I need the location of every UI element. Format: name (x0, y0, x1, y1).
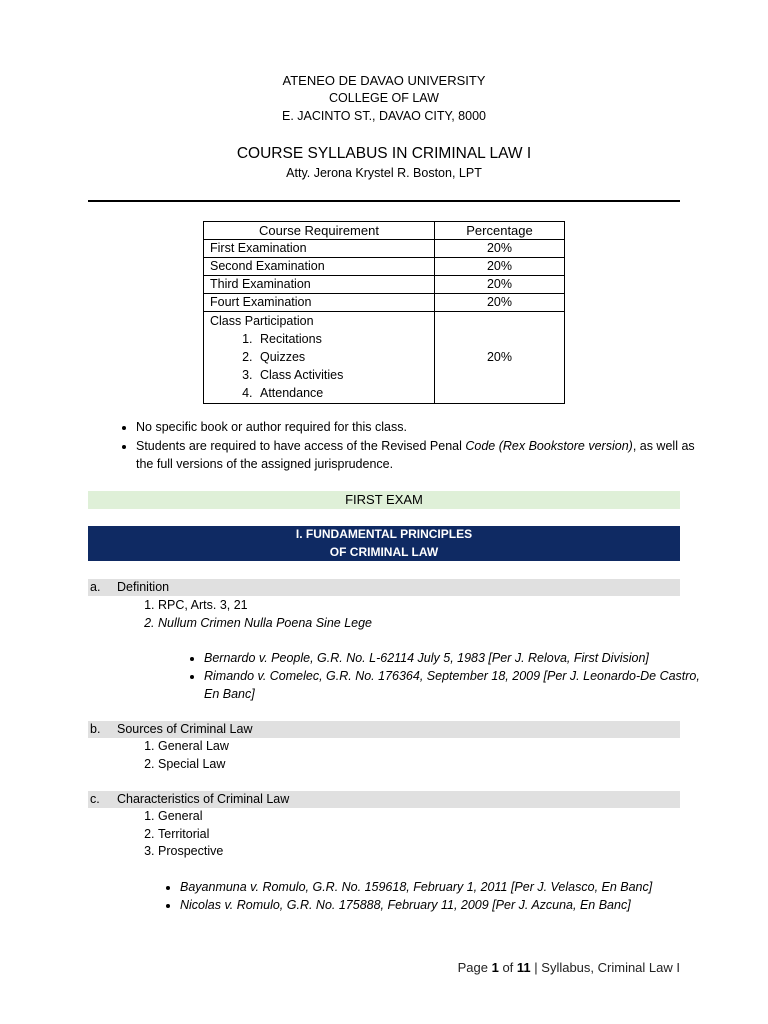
footer-page-number: 1 (491, 960, 499, 975)
percentage-cell: 20% (435, 258, 565, 276)
topic-heading (88, 526, 680, 561)
table-row (204, 240, 565, 258)
section-letter: b. (90, 722, 101, 736)
section-items (136, 597, 372, 632)
section-heading (88, 791, 680, 808)
column-header-percentage: Percentage (435, 222, 565, 240)
list-item: 2. Nullum Crimen Nulla Poena Sine Lege (158, 615, 372, 633)
list-item: 3. Prospective (158, 843, 223, 861)
list-item: 1. RPC, Arts. 3, 21 (158, 597, 372, 615)
footer-page-word: Page (457, 960, 492, 975)
note-text: Students are required to have access of the Revised Penal (136, 438, 466, 453)
list-item: 2. Quizzes (256, 348, 428, 366)
table-row-participation (204, 312, 565, 404)
case-item: • Nicolas v. Romulo, G.R. No. 175888, February 11, 2009 [Per J. Azcuna, En Banc] (180, 896, 702, 914)
list-item: 1. General Law (158, 738, 229, 756)
section-letter: a. (90, 580, 101, 594)
requirement-cell: Fourt Examination (204, 294, 435, 312)
table-row (204, 276, 565, 294)
section-title: Characteristics of Criminal Law (117, 792, 290, 806)
case-item: • Bernardo v. People, G.R. No. L-62114 July 5, 1983 [Per J. Relova, First Division] (204, 649, 702, 667)
participation-items (210, 330, 428, 402)
footer-document-label: | Syllabus, Criminal Law I (530, 960, 680, 975)
section-title: Sources of Criminal Law (117, 722, 253, 736)
document-author: Atty. Jerona Krystel R. Boston, LPT (286, 166, 482, 180)
percentage-cell: 20% (435, 276, 565, 294)
section-items (136, 738, 229, 773)
section-heading (88, 579, 680, 596)
list-item: 2. Territorial (158, 826, 223, 844)
table-row (204, 258, 565, 276)
participation-label: Class Participation (210, 314, 314, 328)
section-letter: c. (90, 792, 100, 806)
section-title: Definition (117, 580, 170, 594)
percentage-cell: 20% (435, 312, 565, 404)
university-name: ATENEO DE DAVAO UNIVERSITY (282, 73, 486, 88)
case-list (158, 878, 702, 914)
column-header-requirement: Course Requirement (204, 222, 435, 240)
page-footer (458, 960, 680, 975)
percentage-cell: 20% (435, 240, 565, 258)
college-address: E. JACINTO ST., DAVAO CITY, 8000 (281, 109, 486, 123)
list-item: 2. Special Law (158, 756, 229, 774)
note-item: • No specific book or author required for this class. (136, 418, 702, 437)
requirement-cell (204, 312, 435, 404)
note-text: , as well as the full versions of the assigned jurisprudence. (136, 438, 695, 471)
footer-page-total: 11 (516, 960, 531, 975)
percentage-cell: 20% (435, 294, 565, 312)
requirement-cell: Third Examination (204, 276, 435, 294)
requirement-cell: First Examination (204, 240, 435, 258)
list-item: 1. Recitations (256, 330, 428, 348)
list-item: 4. Attendance (256, 384, 428, 402)
section-heading (88, 721, 680, 738)
table-row (204, 294, 565, 312)
list-item: 3. Class Activities (256, 366, 428, 384)
case-item: • Bayanmuna v. Romulo, G.R. No. 159618, February 1, 2011 [Per J. Velasco, En Banc] (180, 878, 702, 896)
footer-of-word: of (498, 960, 517, 975)
college-name: COLLEGE OF LAW (329, 91, 439, 105)
section-items (136, 808, 223, 861)
note-text-italic: Code (Rex Bookstore version) (465, 438, 633, 453)
note-item (136, 437, 702, 474)
header-divider (88, 200, 680, 202)
course-notes (114, 418, 702, 474)
first-exam-heading: FIRST EXAM (88, 491, 680, 509)
course-requirements-table (203, 221, 565, 404)
case-list (182, 649, 702, 703)
table-header-row (204, 222, 565, 240)
case-item: • Rimando v. Comelec, G.R. No. 176364, September 18, 2009 [Per J. Leonardo-De Castro, En Banc] (204, 667, 702, 703)
topic-heading-line: I. FUNDAMENTAL PRINCIPLES (295, 527, 473, 541)
requirement-cell: Second Examination (204, 258, 435, 276)
topic-heading-line: OF CRIMINAL LAW (329, 544, 439, 559)
list-item: 1. General (158, 808, 223, 826)
document-title: COURSE SYLLABUS IN CRIMINAL LAW I (236, 145, 532, 162)
